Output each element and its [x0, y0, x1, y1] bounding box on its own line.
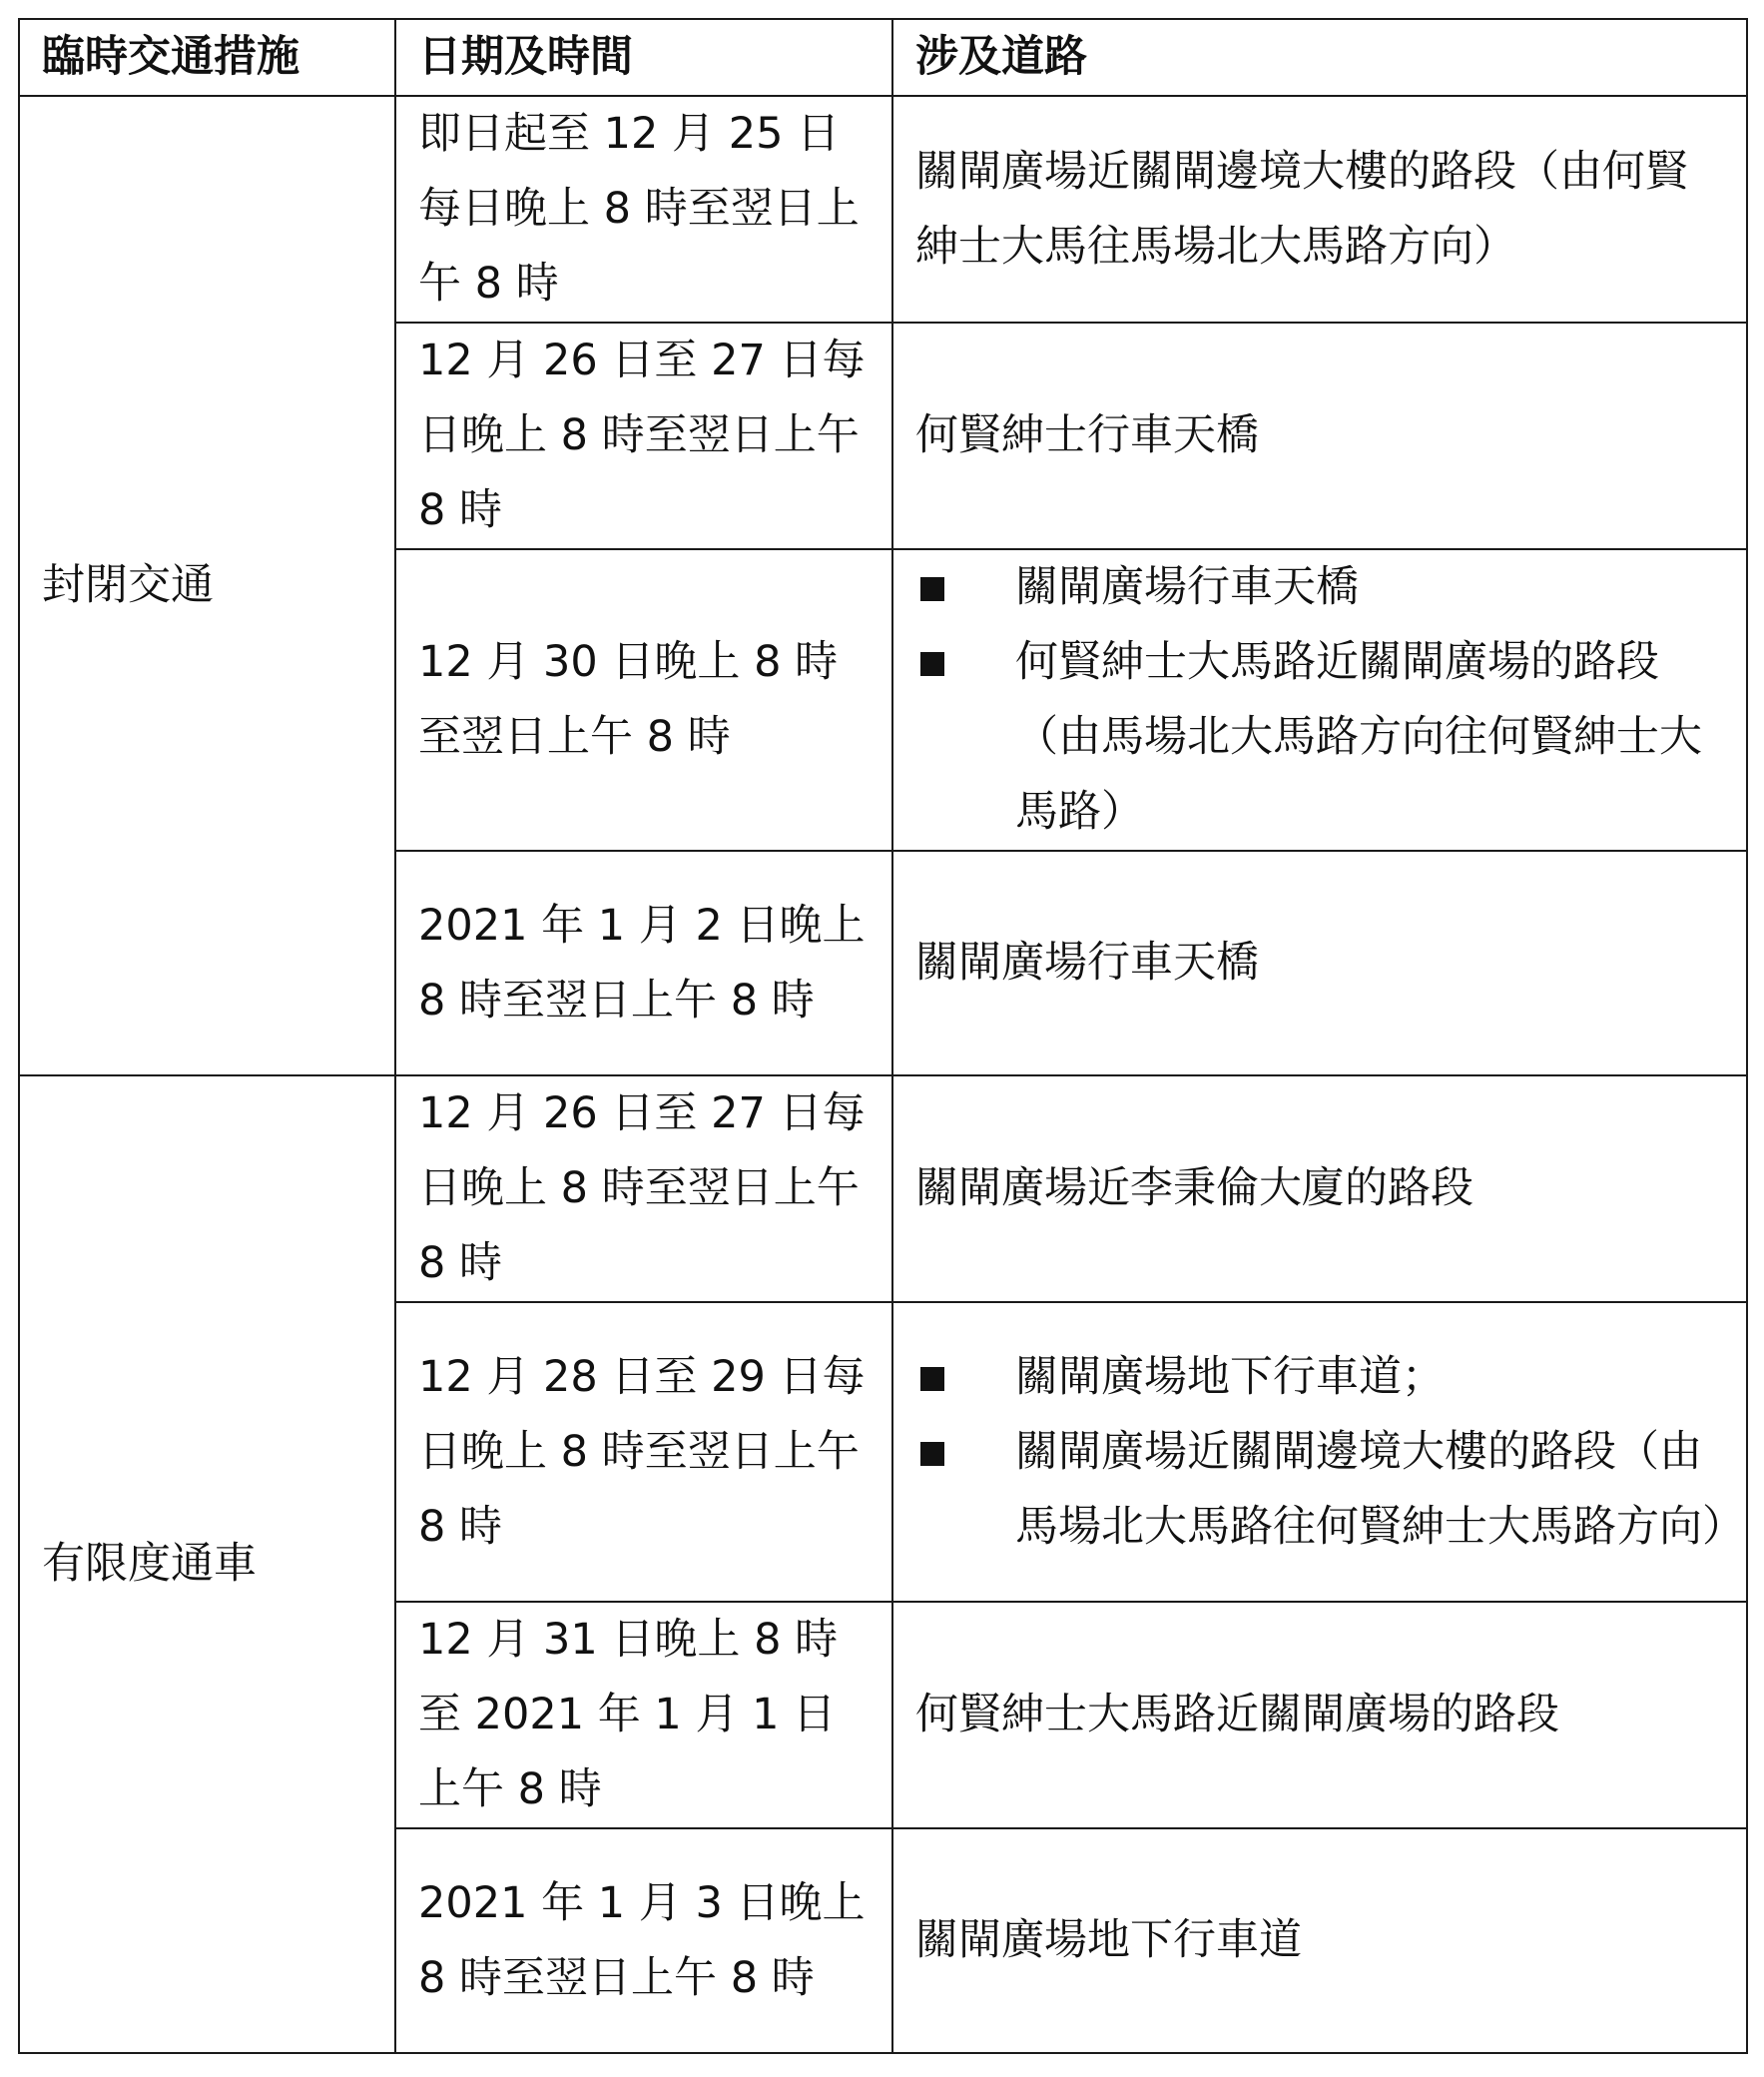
list-item: [915, 1415, 1745, 1565]
square-bullet-icon: [920, 1367, 944, 1391]
square-bullet-icon: [920, 652, 944, 676]
datetime-cell: 2021 年 1 月 3 日晚上 8 時至翌日上午 8 時: [395, 1828, 892, 2053]
square-bullet-icon: [920, 1442, 944, 1466]
table-row: [19, 96, 1747, 323]
road-text: 何賢紳士大馬路近關閘廣場的路段（由馬場北大馬路方向往何賢紳士大馬路）: [1015, 637, 1702, 837]
header-roads: 涉及道路: [892, 19, 1747, 96]
datetime-cell: 12 月 26 日至 27 日每日晚上 8 時至翌日上午 8 時: [395, 323, 892, 549]
datetime-cell: 12 月 26 日至 27 日每日晚上 8 時至翌日上午 8 時: [395, 1075, 892, 1302]
header-measure: 臨時交通措施: [19, 19, 395, 96]
measure-cell: 有限度通車: [19, 1075, 395, 2053]
road-text: 關閘廣場行車天橋: [1015, 562, 1359, 612]
square-bullet-icon: [920, 577, 944, 601]
datetime-cell: 即日起至 12 月 25 日每日晚上 8 時至翌日上午 8 時: [395, 96, 892, 323]
roads-cell: 何賢紳士行車天橋: [892, 323, 1747, 549]
datetime-cell: 12 月 30 日晚上 8 時至翌日上午 8 時: [395, 549, 892, 851]
roads-cell: 關閘廣場近李秉倫大廈的路段: [892, 1075, 1747, 1302]
road-text: 關閘廣場近關閘邊境大樓的路段（由馬場北大馬路往何賢紳士大馬路方向）: [1015, 1426, 1745, 1552]
list-item: [915, 550, 1724, 625]
header-datetime: 日期及時間: [395, 19, 892, 96]
list-item: [915, 625, 1724, 850]
roads-cell: 何賢紳士大馬路近關閘廣場的路段: [892, 1602, 1747, 1828]
road-text: 關閘廣場地下行車道；: [1015, 1351, 1445, 1402]
list-item: [915, 1340, 1724, 1415]
roads-cell: 關閘廣場近關閘邊境大樓的路段（由何賢紳士大馬往馬場北大馬路方向）: [892, 96, 1747, 323]
roads-cell: 關閘廣場地下行車道: [892, 1828, 1747, 2053]
roads-bullet-list: [915, 1340, 1745, 1565]
table-header-row: [19, 19, 1747, 96]
datetime-cell: 12 月 31 日晚上 8 時至 2021 年 1 月 1 日上午 8 時: [395, 1602, 892, 1828]
table-row: [19, 1075, 1747, 1302]
roads-cell: [892, 549, 1747, 851]
roads-cell: 關閘廣場行車天橋: [892, 851, 1747, 1075]
measure-cell: 封閉交通: [19, 96, 395, 1075]
datetime-cell: 2021 年 1 月 2 日晚上 8 時至翌日上午 8 時: [395, 851, 892, 1075]
roads-bullet-list: [915, 550, 1724, 850]
traffic-measures-table: [18, 18, 1748, 2054]
datetime-cell: 12 月 28 日至 29 日每日晚上 8 時至翌日上午 8 時: [395, 1302, 892, 1602]
roads-cell: [892, 1302, 1747, 1602]
